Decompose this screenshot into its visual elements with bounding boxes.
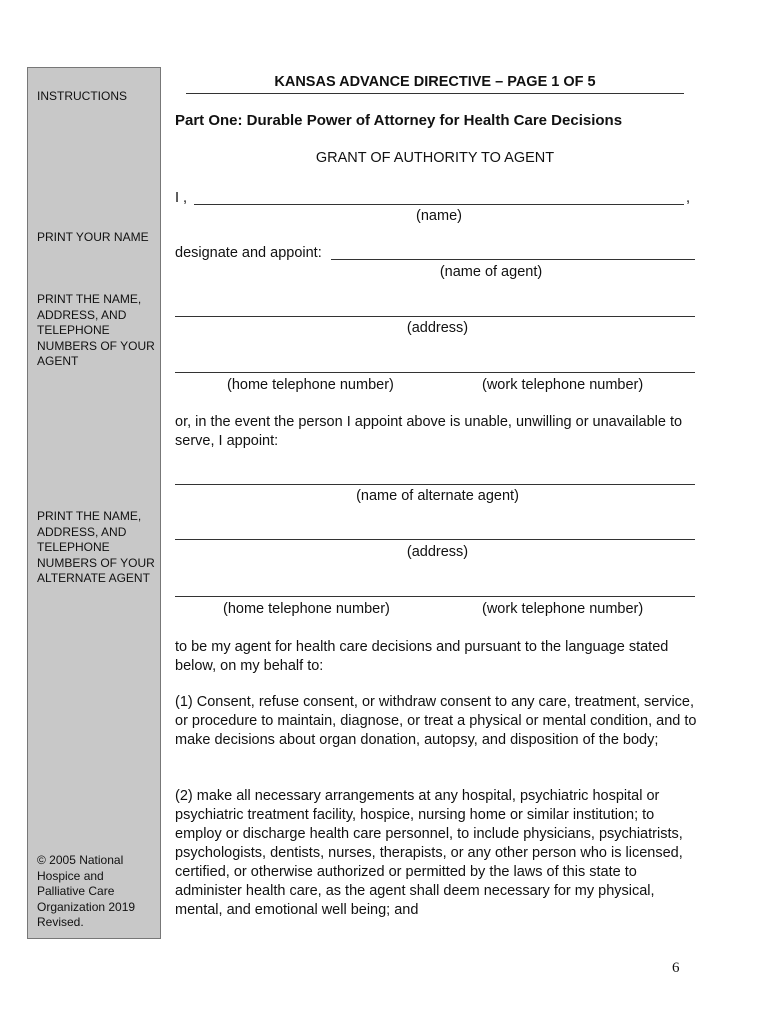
name-caption: (name) bbox=[416, 208, 462, 224]
agent-phone-field[interactable] bbox=[175, 372, 695, 373]
alternate-work-phone-caption: (work telephone number) bbox=[482, 601, 644, 617]
alternate-address-field[interactable] bbox=[175, 539, 695, 540]
agent-address-caption: (address) bbox=[406, 320, 469, 336]
sidebar-copyright: © 2005 National Hospice and Palliative Care Organization 2019 Revised. bbox=[37, 853, 136, 929]
authority-intro: to be my agent for health care decisions and pursuant to the language stated below, on my behalf to: bbox=[175, 639, 669, 674]
agent-home-phone-caption: (home telephone number) bbox=[227, 377, 394, 393]
alternate-address-caption: (address) bbox=[406, 544, 469, 560]
alternate-intro: or, in the event the person I appoint above is unable, unwilling or unavailable to serve, I appoint: bbox=[175, 414, 683, 449]
sidebar-print-agent-label: PRINT THE NAME, ADDRESS, AND TELEPHONE NUMBERS OF YOUR AGENT bbox=[37, 292, 155, 368]
agent-name-field[interactable] bbox=[331, 259, 695, 260]
alternate-home-phone-caption: (home telephone number) bbox=[223, 601, 390, 617]
authority-item-2: (2) make all necessary arrangements at any hospital, psychiatric hospital or psychiatric treatment facility, hospice, nursing home or similar institution; to employ or discharge health care personnel, to include physicians, psychiatrists, psychologists, dentists, nurses, therapists, or any other person who is licensed, certified, or otherwise authorized or permitted by the laws of this state to administer health care, as the agent shall deem necessary for my physical, mental, and emotional well being; and bbox=[175, 788, 683, 918]
agent-name-caption: (name of agent) bbox=[439, 264, 543, 280]
sidebar-print-alternate-label: PRINT THE NAME, ADDRESS, AND TELEPHONE NUMBERS OF YOUR ALTERNATE AGENT bbox=[37, 509, 155, 585]
instructions-sidebar bbox=[27, 67, 161, 939]
alternate-name-caption: (name of alternate agent) bbox=[356, 488, 519, 504]
alternate-name-field[interactable] bbox=[175, 484, 695, 485]
name-field[interactable] bbox=[194, 204, 684, 205]
page-number: 6 bbox=[672, 960, 680, 976]
i-label: I , bbox=[175, 190, 188, 206]
agent-address-field[interactable] bbox=[175, 316, 695, 317]
designate-label: designate and appoint: bbox=[175, 245, 322, 261]
alternate-phone-field[interactable] bbox=[175, 596, 695, 597]
authority-item-1: (1) Consent, refuse consent, or withdraw consent to any care, treatment, service, or procedure to maintain, diagnose, or treat a physical or mental condition, and to make decisions about organ donation, autopsy, and disposition of the body; bbox=[175, 694, 697, 748]
section-heading: GRANT OF AUTHORITY TO AGENT bbox=[315, 150, 555, 166]
sidebar-instructions-label: INSTRUCTIONS bbox=[37, 89, 127, 103]
sidebar-print-name-label: PRINT YOUR NAME bbox=[37, 230, 149, 244]
name-comma: , bbox=[686, 190, 691, 206]
page-title: KANSAS ADVANCE DIRECTIVE – PAGE 1 OF 5 bbox=[186, 74, 684, 94]
agent-work-phone-caption: (work telephone number) bbox=[482, 377, 644, 393]
part-title: Part One: Durable Power of Attorney for Health Care Decisions bbox=[175, 112, 623, 129]
